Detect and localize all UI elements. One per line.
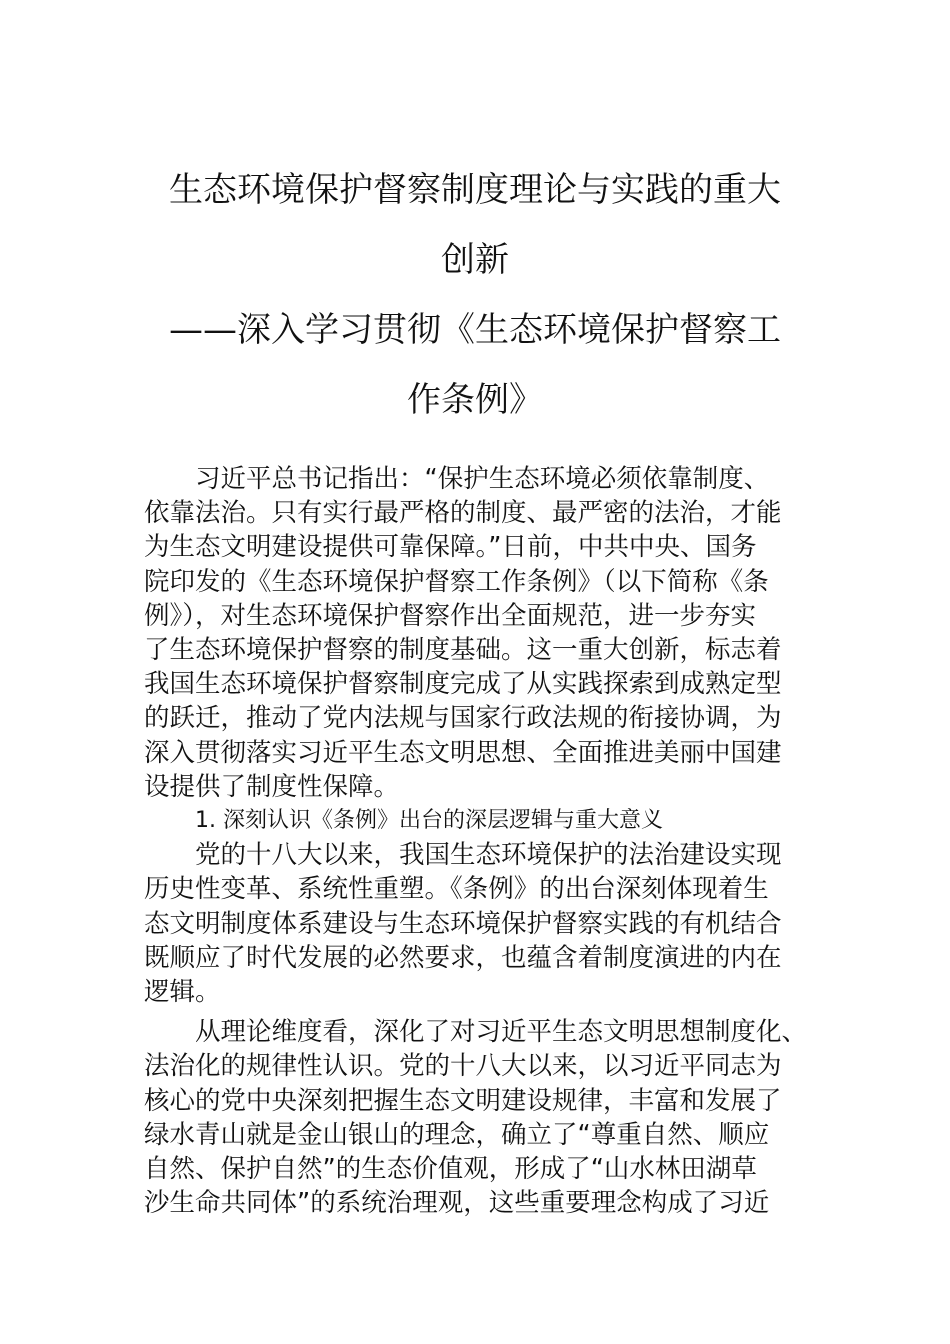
paragraph-background (144, 838, 824, 1009)
paragraph-line: 自然、保护自然”的生态价值观，形成了“山水林田湖草 (144, 1154, 757, 1185)
paragraph-line: 习近平总书记指出：“保护生态环境必须依靠制度、 (195, 464, 770, 494)
paragraph-line: 绿水青山就是金山银山的理念，确立了“尊重自然、顺应 (144, 1119, 770, 1150)
paragraph-theory (144, 1015, 824, 1220)
paragraph-line: 历史性变革、系统性重塑。《条例》的出台深刻体现着生 (144, 874, 769, 905)
paragraph-line: 依靠法治。只有实行最严格的制度、最严密的法治，才能 (144, 498, 782, 529)
paragraph-line: 党的十八大以来，我国生态环境保护的法治建设实现 (195, 840, 782, 871)
title-line-2: 创新 (441, 240, 509, 280)
paragraph-line: 例》），对生态环境保护督察作出全面规范，进一步夯实 (144, 600, 757, 631)
paragraph-line: 了生态环境保护督察的制度基础。这一重大创新，标志着 (144, 635, 782, 666)
paragraph-line: 院印发的《生态环境保护督察工作条例》（以下简称《条 (144, 566, 769, 597)
paragraph-line: 逻辑。 (144, 977, 221, 1008)
title-line-1: 生态环境保护督察制度理论与实践的重大 (169, 170, 781, 210)
paragraph-line: 深入贯彻落实习近平生态文明思想、全面推进美丽中国建 (144, 737, 782, 768)
paragraph-line: 设提供了制度性保障。 (144, 771, 400, 802)
paragraph-line: 从理论维度看，深化了对习近平生态文明思想制度化、 (195, 1017, 808, 1048)
paragraph-line: 既顺应了时代发展的必然要求，也蕴含着制度演进的内在 (144, 942, 782, 973)
subtitle-line-1: ——深入学习贯彻《生态环境保护督察工 (169, 310, 781, 350)
paragraph-line: 为生态文明建设提供可靠保障。”日前，中共中央、国务 (144, 532, 757, 563)
paragraph-line: 核心的党中央深刻把握生态文明建设规律，丰富和发展了 (144, 1085, 782, 1116)
document-body (144, 462, 824, 1220)
subtitle-line-2: 作条例》 (407, 380, 543, 420)
section-heading (144, 804, 824, 838)
paragraph-line: 沙生命共同体”的系统治理观，这些重要理念构成了习近 (144, 1188, 770, 1219)
paragraph-intro (144, 462, 824, 804)
paragraph-line: 的跃迁，推动了党内法规与国家行政法规的衔接协调，为 (144, 703, 782, 734)
paragraph-line: 法治化的规律性认识。党的十八大以来，以习近平同志为 (144, 1051, 782, 1082)
paragraph-line: 我国生态环境保护督察制度完成了从实践探索到成熟定型 (144, 669, 782, 700)
paragraph-line: 态文明制度体系建设与生态环境保护督察实践的有机结合 (144, 908, 782, 939)
document-title (140, 155, 810, 435)
section-heading-text: 1. 深刻认识《条例》出台的深层逻辑与重大意义 (195, 808, 663, 834)
